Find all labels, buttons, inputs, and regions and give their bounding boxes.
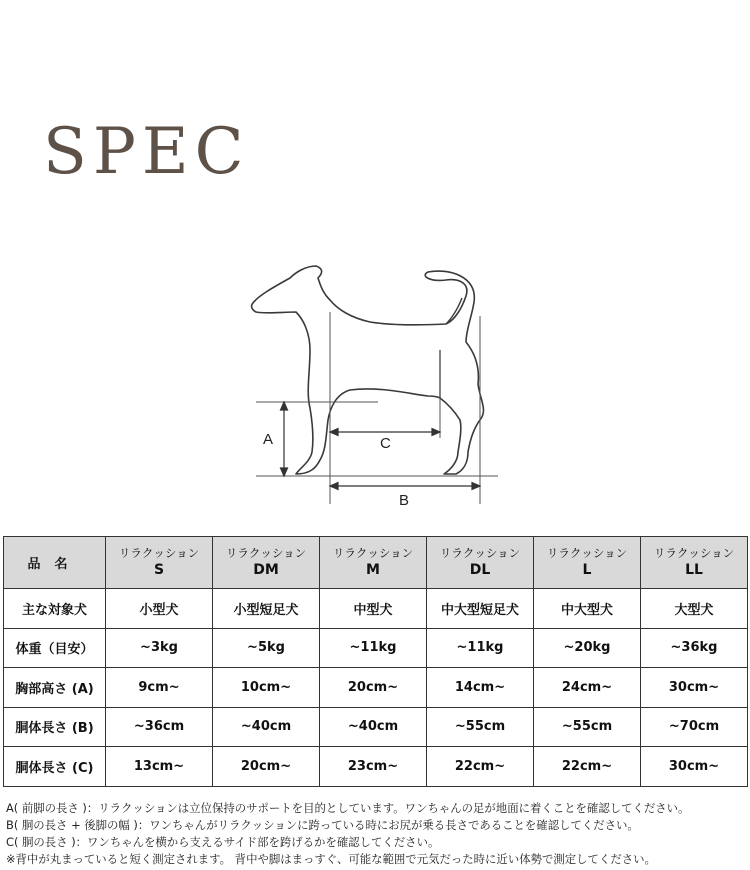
table-cell: ~20kg <box>534 628 641 668</box>
table-cell: ~55cm <box>427 707 534 747</box>
row-label: 体重（目安） <box>4 628 106 668</box>
arrow-a <box>281 402 288 476</box>
table-cell: 30cm~ <box>641 668 748 708</box>
header-product-name: リラクッション <box>225 546 307 560</box>
table-cell: 13cm~ <box>106 747 213 787</box>
label-a: A <box>263 431 274 448</box>
table-cell: ~55cm <box>534 707 641 747</box>
table-row <box>4 747 748 787</box>
header-size-label: DM <box>253 562 279 578</box>
table-cell: 23cm~ <box>320 747 427 787</box>
header-size-dm <box>213 537 320 589</box>
header-size-m <box>320 537 427 589</box>
table-cell: ~11kg <box>320 628 427 668</box>
table-cell: ~40cm <box>213 707 320 747</box>
table-cell: 10cm~ <box>213 668 320 708</box>
table-cell: 9cm~ <box>106 668 213 708</box>
header-size-ll <box>641 537 748 589</box>
header-size-label: S <box>153 562 165 578</box>
table-cell: 20cm~ <box>213 747 320 787</box>
notes <box>6 800 748 868</box>
table-row <box>4 707 748 747</box>
header-corner: 品名 <box>4 537 106 589</box>
spec-table <box>3 536 748 787</box>
table-cell: 30cm~ <box>641 747 748 787</box>
header-size-s <box>106 537 213 589</box>
table-cell: ~36cm <box>106 707 213 747</box>
note-line: A( 前脚の長さ )：リラクッションは立位保持のサポートを目的としています。ワンちゃんの足が地面に着くことを確認してください。 <box>6 801 690 815</box>
table-cell: 22cm~ <box>427 747 534 787</box>
table-cell: ~40cm <box>320 707 427 747</box>
dog-outline <box>252 266 484 474</box>
table-row <box>4 628 748 668</box>
header-size-l <box>534 537 641 589</box>
table-cell: ~70cm <box>641 707 748 747</box>
measurement-guides <box>256 312 498 504</box>
label-c: C <box>380 435 391 452</box>
header-size-label: M <box>366 562 380 578</box>
table-cell: 14cm~ <box>427 668 534 708</box>
header-size-label: L <box>582 562 592 578</box>
header-product-name: リラクッション <box>653 546 735 560</box>
table-cell: 24cm~ <box>534 668 641 708</box>
row-label: 胴体長さ (C) <box>4 747 106 787</box>
table-cell: ~3kg <box>106 628 213 668</box>
table-cell: ~5kg <box>213 628 320 668</box>
arrow-b <box>330 483 480 490</box>
table-cell: 中型犬 <box>320 589 427 629</box>
table-cell: 小型短足犬 <box>213 589 320 629</box>
row-label: 胸部高さ (A) <box>4 668 106 708</box>
table-cell: 小型犬 <box>106 589 213 629</box>
table-cell: 中大型短足犬 <box>427 589 534 629</box>
table-cell: 大型犬 <box>641 589 748 629</box>
note-line: C( 胴の長さ )：ワンちゃんを横から支えるサイド部を跨げるかを確認してください。 <box>6 835 440 849</box>
row-label: 胴体長さ (B) <box>4 707 106 747</box>
header-product-name: リラクッション <box>439 546 521 560</box>
table-cell: 中大型犬 <box>534 589 641 629</box>
header-size-label: DL <box>469 562 491 578</box>
row-label: 主な対象犬 <box>4 589 106 629</box>
table-row <box>4 589 748 629</box>
table-cell: ~36kg <box>641 628 748 668</box>
page-title: SPEC <box>43 115 250 189</box>
label-b: B <box>399 492 410 509</box>
header-size-dl <box>427 537 534 589</box>
table-cell: ~11kg <box>427 628 534 668</box>
table-cell: 20cm~ <box>320 668 427 708</box>
note-line: ※背中が丸まっていると短く測定されます。 背中や脚はまっすぐ、可能な範囲で元気だった時に近い体勢で測定してください。 <box>6 852 656 866</box>
header-product-name: リラクッション <box>332 546 414 560</box>
header-size-label: LL <box>685 562 703 578</box>
table-cell: 22cm~ <box>534 747 641 787</box>
spec-table-header-row <box>4 537 748 589</box>
header-product-name: リラクッション <box>118 546 200 560</box>
header-product-name: リラクッション <box>546 546 628 560</box>
note-line: B( 胴の長さ + 後脚の幅 )：ワンちゃんがリラクッションに跨っている時にお尻が乗る長さであることを確認してください。 <box>6 818 639 832</box>
table-row <box>4 668 748 708</box>
